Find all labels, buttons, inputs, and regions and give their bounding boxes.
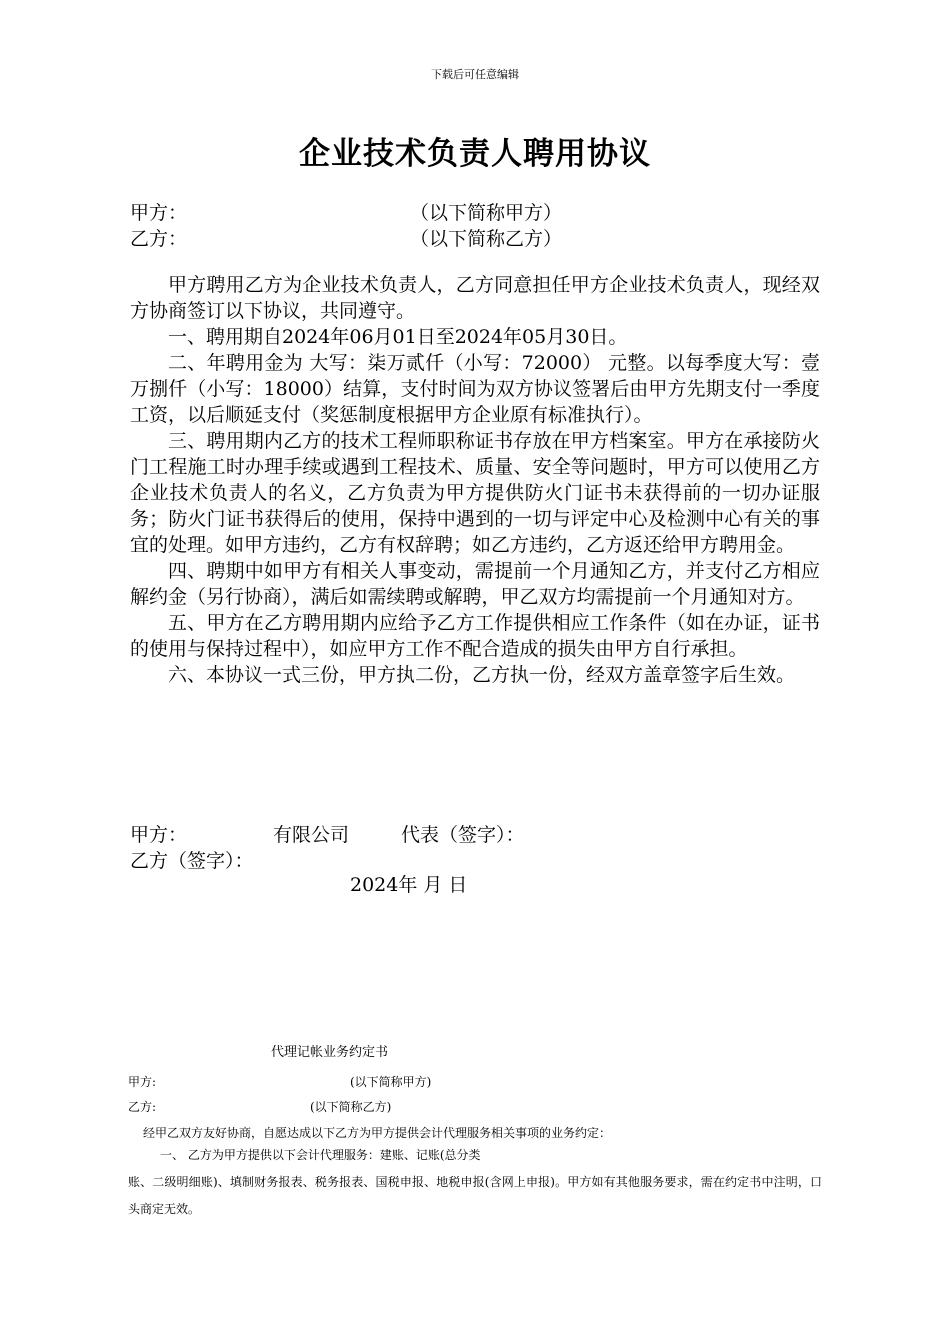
party-b-label: 乙方： <box>130 228 188 250</box>
clause-6: 六、本协议一式三份，甲方执二份，乙方执一份，经双方盖章签字后生效。 <box>168 664 796 686</box>
second-doc-intro: 经甲乙双方友好协商，自愿达成以下乙方为甲方提供会计代理服务相关事项的业务约定： <box>143 1126 612 1140</box>
intro-paragraph: 甲方聘用乙方为企业技术负责人，乙方同意担任甲方企业技术负责人，现经双方协商签订以下协议，共同遵守。 <box>130 274 820 322</box>
second-item-1-first-line: 一、 乙方为甲方提供以下会计代理服务：建账、记账(总分类 <box>160 1148 481 1162</box>
second-doc-body <box>128 1142 822 1223</box>
party-a-line <box>130 200 563 226</box>
second-doc-party-b <box>128 1098 392 1115</box>
clause-1: 一、聘用期自2024年06月01日至2024年05月30日。 <box>168 326 628 348</box>
signature-date: 2024年 月 日 <box>350 874 468 896</box>
second-item-1-rest: 账、二级明细账)、填制财务报表、税务报表、国税申报、地税申报(含网上申报)。甲方如有其他服务要求，需在约定书中注明，口头商定无效。 <box>128 1175 822 1216</box>
sig-party-a-label: 甲方： <box>130 824 188 846</box>
clause-2: 二、年聘用金为 大写：柒万贰仟（小写：72000） 元整。以每季度大写：壹万捌仟（小写：18000）结算，支付时间为双方协议签署后由甲方先期支付一季度工资，以后顺延支付（奖惩制度根据甲方企业原有标准执行）。 <box>130 352 820 426</box>
party-b-note: （以下简称乙方） <box>410 228 563 250</box>
sig-representative: 代表（签字）： <box>401 824 525 846</box>
clause-4: 四、聘期中如甲方有相关人事变动，需提前一个月通知乙方，并支付乙方相应解约金（另行协商），满后如需续聘或解聘，甲乙双方均需提前一个月通知对方。 <box>130 560 820 608</box>
second-doc-party-a <box>128 1073 432 1090</box>
signature-party-a <box>130 822 525 848</box>
party-b-line <box>130 226 563 252</box>
clause-3: 三、聘用期内乙方的技术工程师职称证书存放在甲方档案室。甲方在承接防火门工程施工时办理手续或遇到工程技术、质量、安全等问题时，甲方可以使用乙方企业技术负责人的名义，乙方负责为甲方提供防火门证书未获得前的一切办证服务；防火门证书获得后的使用，保持中遇到的一切与评定中心及检测中心有关的事宜的处理。如甲方违约，乙方有权辞聘；如乙方违约，乙方返还给甲方聘用金。 <box>130 430 820 556</box>
signature-party-b: 乙方（签字）： <box>130 850 254 872</box>
second-party-b-label: 乙方: <box>128 1100 157 1114</box>
party-a-note: （以下简称甲方） <box>410 202 563 224</box>
party-a-label: 甲方： <box>130 202 188 224</box>
clause-5: 五、甲方在乙方聘用期内应给予乙方工作提供相应工作条件（如在办证，证书的使用与保持过程中），如应甲方工作不配合造成的损失由甲方自行承担。 <box>130 612 820 660</box>
second-party-a-note: (以下简称甲方) <box>350 1075 432 1089</box>
second-party-a-label: 甲方: <box>128 1075 157 1089</box>
document-title: 企业技术负责人聘用协议 <box>299 136 651 172</box>
second-party-b-note: (以下简称乙方) <box>310 1100 392 1114</box>
second-doc-title: 代理记帐业务约定书 <box>271 1045 389 1060</box>
header-note: 下载后可任意编辑 <box>431 68 519 81</box>
sig-company: 有限公司 <box>273 824 350 846</box>
agreement-body <box>130 272 820 688</box>
